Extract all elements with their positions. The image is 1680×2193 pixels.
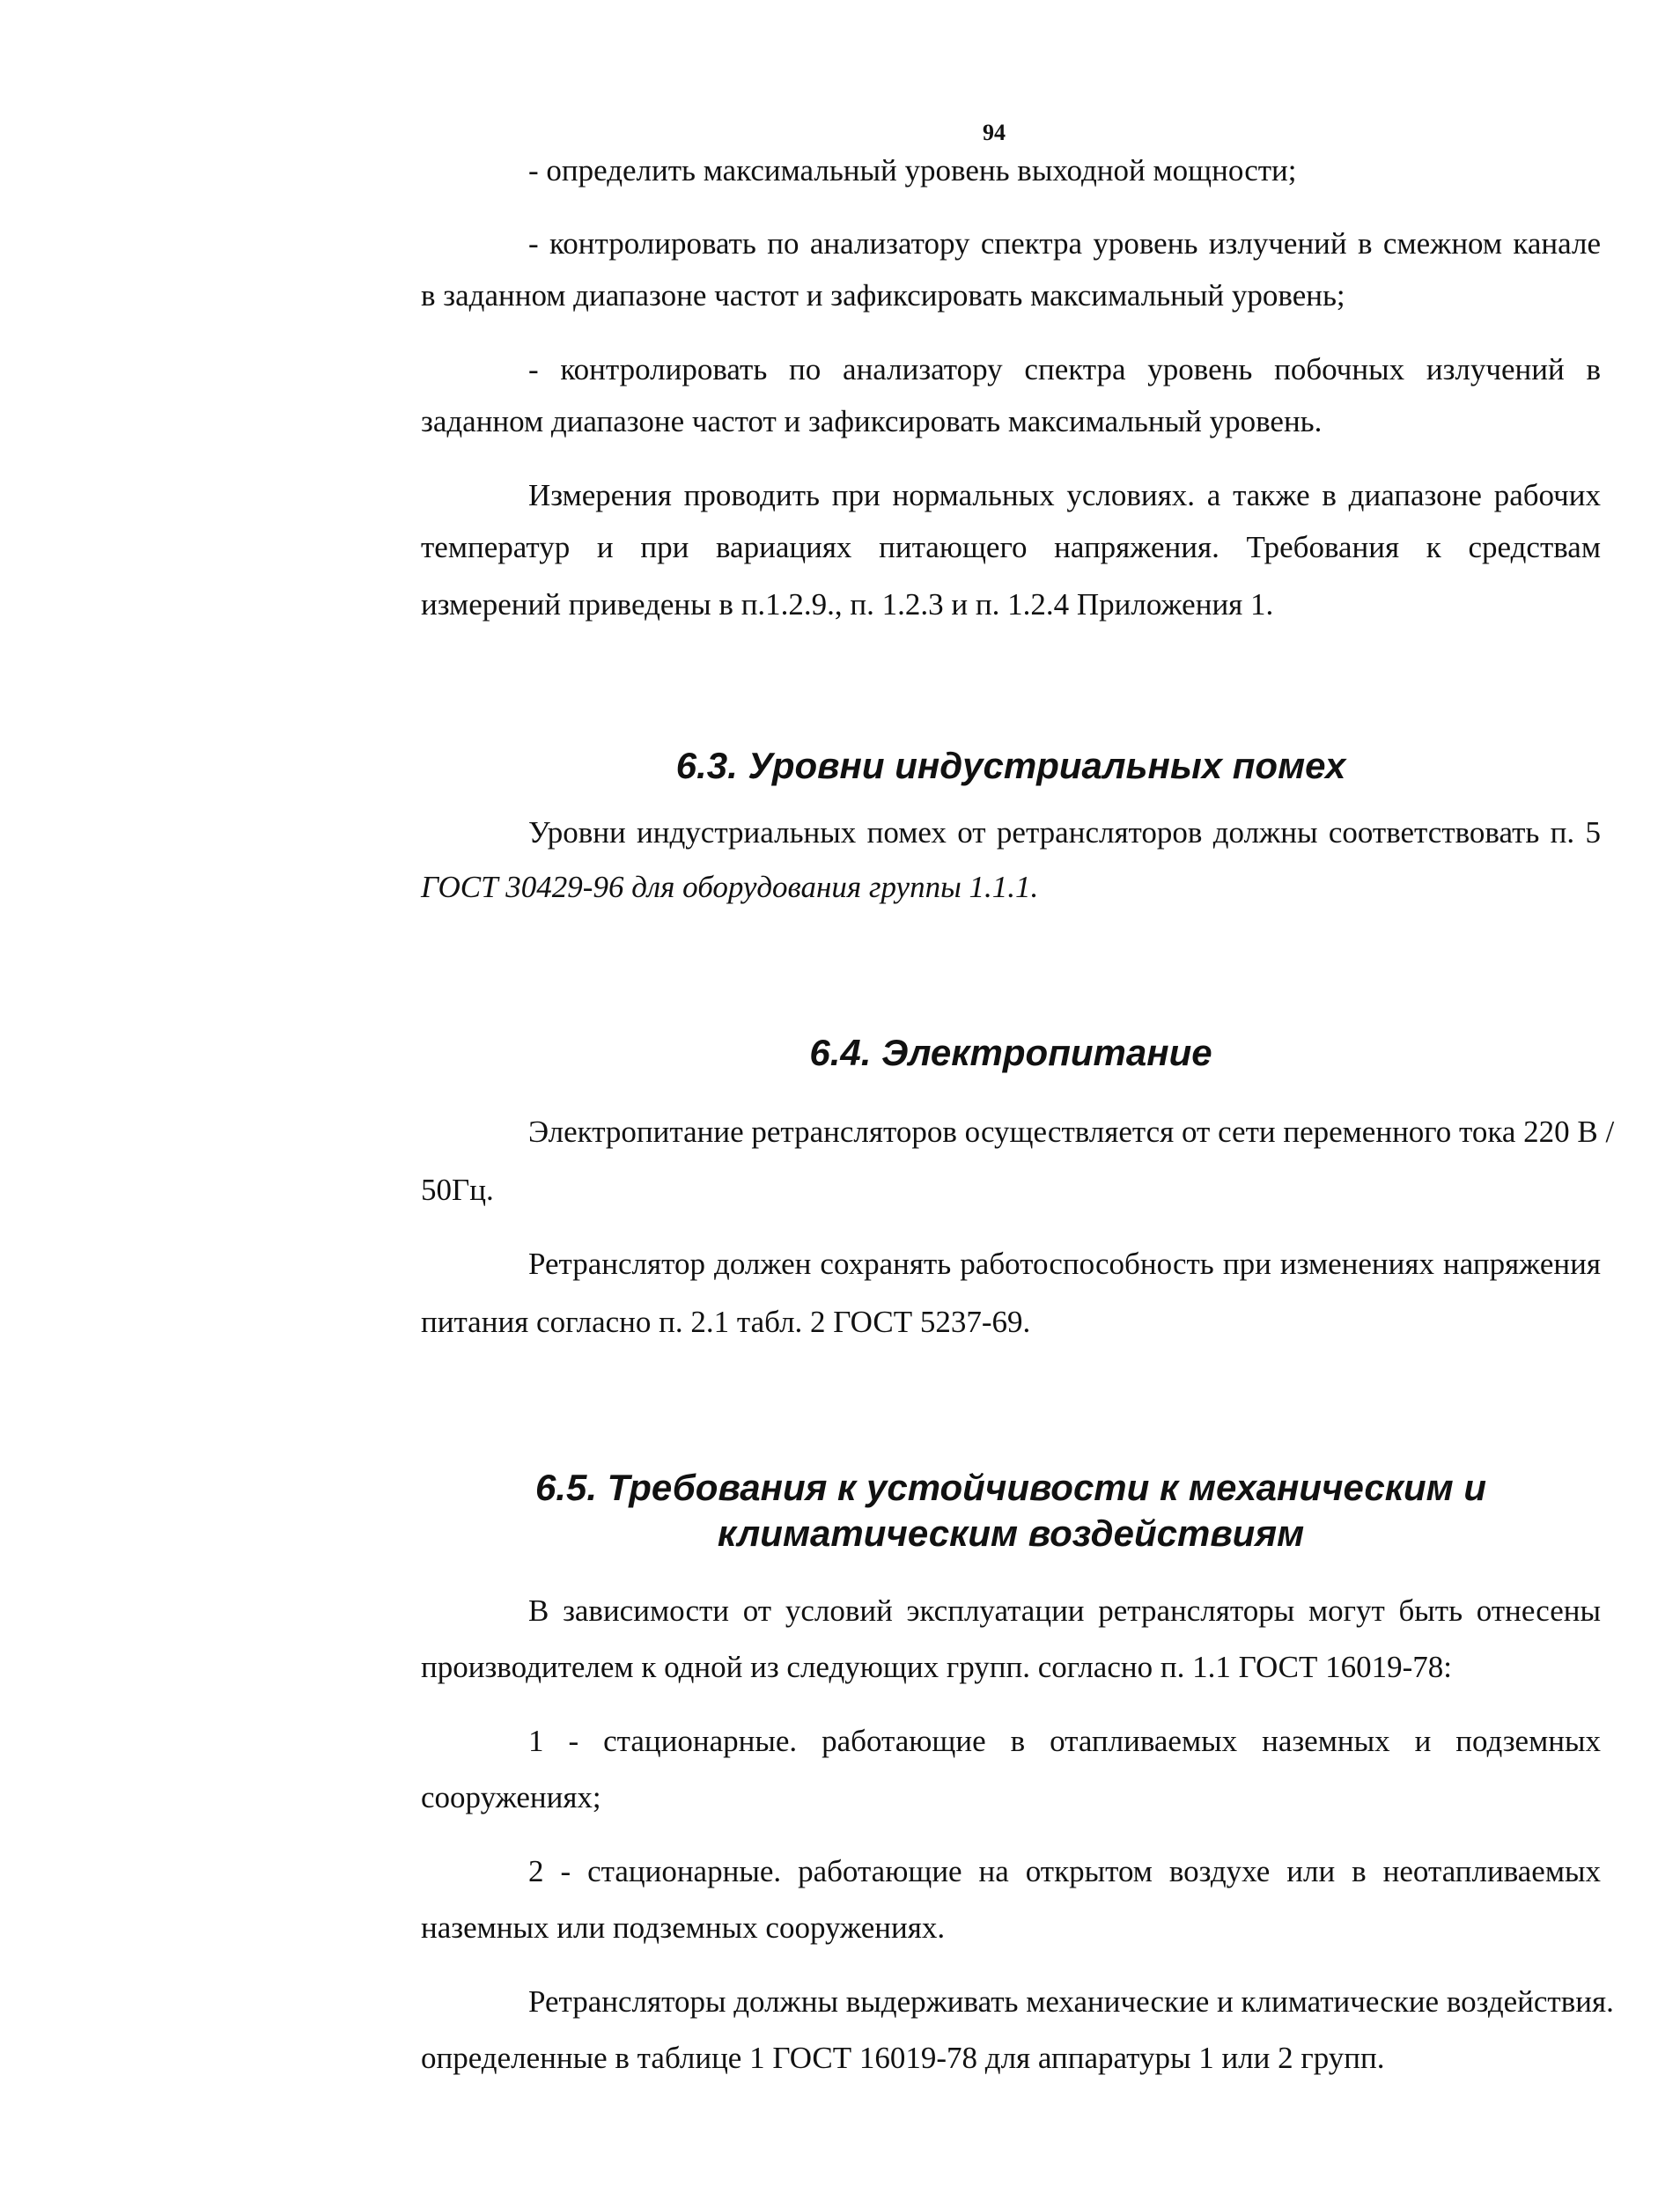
measurement-paragraph-line-1: Измерения проводить при нормальных условиях. а также в диапазоне рабочих	[528, 478, 1601, 512]
bullet-spurious-emissions-line-2: заданном диапазоне частот и зафиксировать максимальный уровень.	[421, 404, 1323, 438]
measurement-paragraph-line-2: температур и при вариациях питающего напряжения. Требования к средствам	[421, 530, 1601, 564]
section-heading-6-3: 6.3. Уровни индустриальных помех	[675, 745, 1346, 786]
section-heading-6-5-line-2: климатическим воздействиям	[717, 1512, 1305, 1554]
measurement-paragraph-line-3: измерений приведены в п.1.2.9., п. 1.2.3 и п. 1.2.4 Приложения 1.	[421, 587, 1274, 622]
bullet-adjacent-channel-line-1: - контролировать по анализатору спектра уровень излучений в смежном канале	[528, 226, 1601, 261]
section-6-4-paragraph-2-line-1: Ретранслятор должен сохранять работоспособность при изменениях напряжения	[528, 1247, 1601, 1281]
section-6-5-paragraph-1-line-2: производителем к одной из следующих групп. согласно п. 1.1 ГОСТ 16019-78:	[421, 1650, 1452, 1684]
group-1-line-2: сооружениях;	[421, 1780, 601, 1814]
section-6-4-paragraph-1-line-1: Электропитание ретрансляторов осуществляется от сети переменного тока 220 В /	[528, 1115, 1615, 1149]
group-2-line-1: 2 - стационарные. работающие на открытом воздухе или в неотапливаемых	[528, 1854, 1601, 1888]
section-6-5-paragraph-2-line-2: определенные в таблице 1 ГОСТ 16019-78 для аппаратуры 1 или 2 групп.	[421, 2041, 1385, 2075]
section-heading-6-4: 6.4. Электропитание	[809, 1032, 1212, 1073]
group-1-line-1: 1 - стационарные. работающие в отапливаемых наземных и подземных	[528, 1724, 1601, 1758]
bullet-spurious-emissions-line-1: - контролировать по анализатору спектра уровень побочных излучений в	[528, 352, 1601, 386]
section-6-4-paragraph-1-line-2: 50Гц.	[421, 1173, 494, 1207]
section-heading-6-5-line-1: 6.5. Требования к устойчивости к механическим и	[534, 1467, 1487, 1508]
group-2-line-2: наземных или подземных сооружениях.	[421, 1910, 946, 1945]
bullet-adjacent-channel-line-2: в заданном диапазоне частот и зафиксировать максимальный уровень;	[421, 278, 1345, 313]
section-6-3-paragraph-line-2: ГОСТ 30429-96 для оборудования группы 1.1.1.	[421, 870, 1039, 904]
section-6-5-paragraph-1-line-1: В зависимости от условий эксплуатации ретрансляторы могут быть отнесены	[528, 1593, 1601, 1628]
section-6-5-paragraph-2-line-1: Ретрансляторы должны выдерживать механические и климатические воздействия.	[528, 1984, 1614, 2019]
page-number: 94	[983, 120, 1006, 145]
bullet-max-output-power: - определить максимальный уровень выходной мощности;	[528, 153, 1297, 188]
section-6-3-paragraph-line-1: Уровни индустриальных помех от ретрансляторов должны соответствовать п. 5	[528, 815, 1601, 850]
section-6-4-paragraph-2-line-2: питания согласно п. 2.1 табл. 2 ГОСТ 5237-69.	[421, 1305, 1031, 1339]
